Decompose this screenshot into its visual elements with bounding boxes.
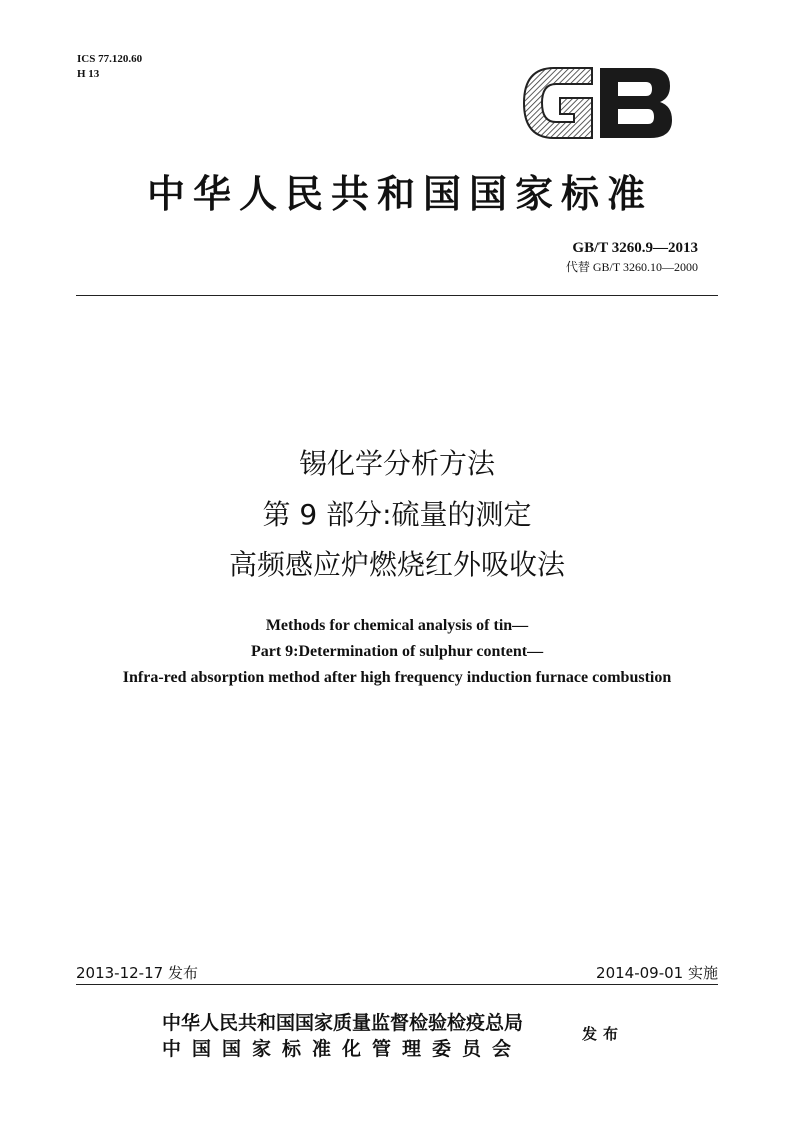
ics-code: ICS 77.120.60 xyxy=(77,53,143,65)
replaced-standard: 代替 GB/T 3260.10—2000 xyxy=(565,260,698,274)
issuer-aqsiq: 中华人民共和国国家质量监督检验检疫总局 xyxy=(162,1012,524,1034)
publish-label: 发布 xyxy=(582,1025,625,1043)
classification-codes xyxy=(77,52,142,82)
cn-title-line-1: 锡化学分析方法 xyxy=(298,447,495,480)
implementation-date: 2014-09-01 实施 xyxy=(596,964,718,982)
issuer-sac: 中国国家标准化管理委员会 xyxy=(162,1038,523,1060)
footer-divider xyxy=(76,984,718,985)
en-title-line-2: Part 9:Determination of sulphur content— xyxy=(250,643,544,660)
standard-number: GB/T 3260.9—2013 xyxy=(572,240,698,256)
gb-logo xyxy=(518,62,676,144)
header-divider xyxy=(76,295,718,296)
national-standard-title: 中华人民共和国国家标准 xyxy=(146,172,653,216)
en-title-line-1: Methods for chemical analysis of tin— xyxy=(265,617,529,634)
cn-title-line-2: 第 9 部分:硫量的测定 xyxy=(262,498,532,531)
ccs-code: H 13 xyxy=(77,68,100,80)
cn-title-line-3: 高频感应炉燃烧红外吸收法 xyxy=(228,548,565,581)
issue-date: 2013-12-17 发布 xyxy=(76,964,198,982)
gb-logo-graphic xyxy=(518,62,676,144)
en-title-line-3: Infra-red absorption method after high frequency induction furnace combustion xyxy=(122,669,672,686)
